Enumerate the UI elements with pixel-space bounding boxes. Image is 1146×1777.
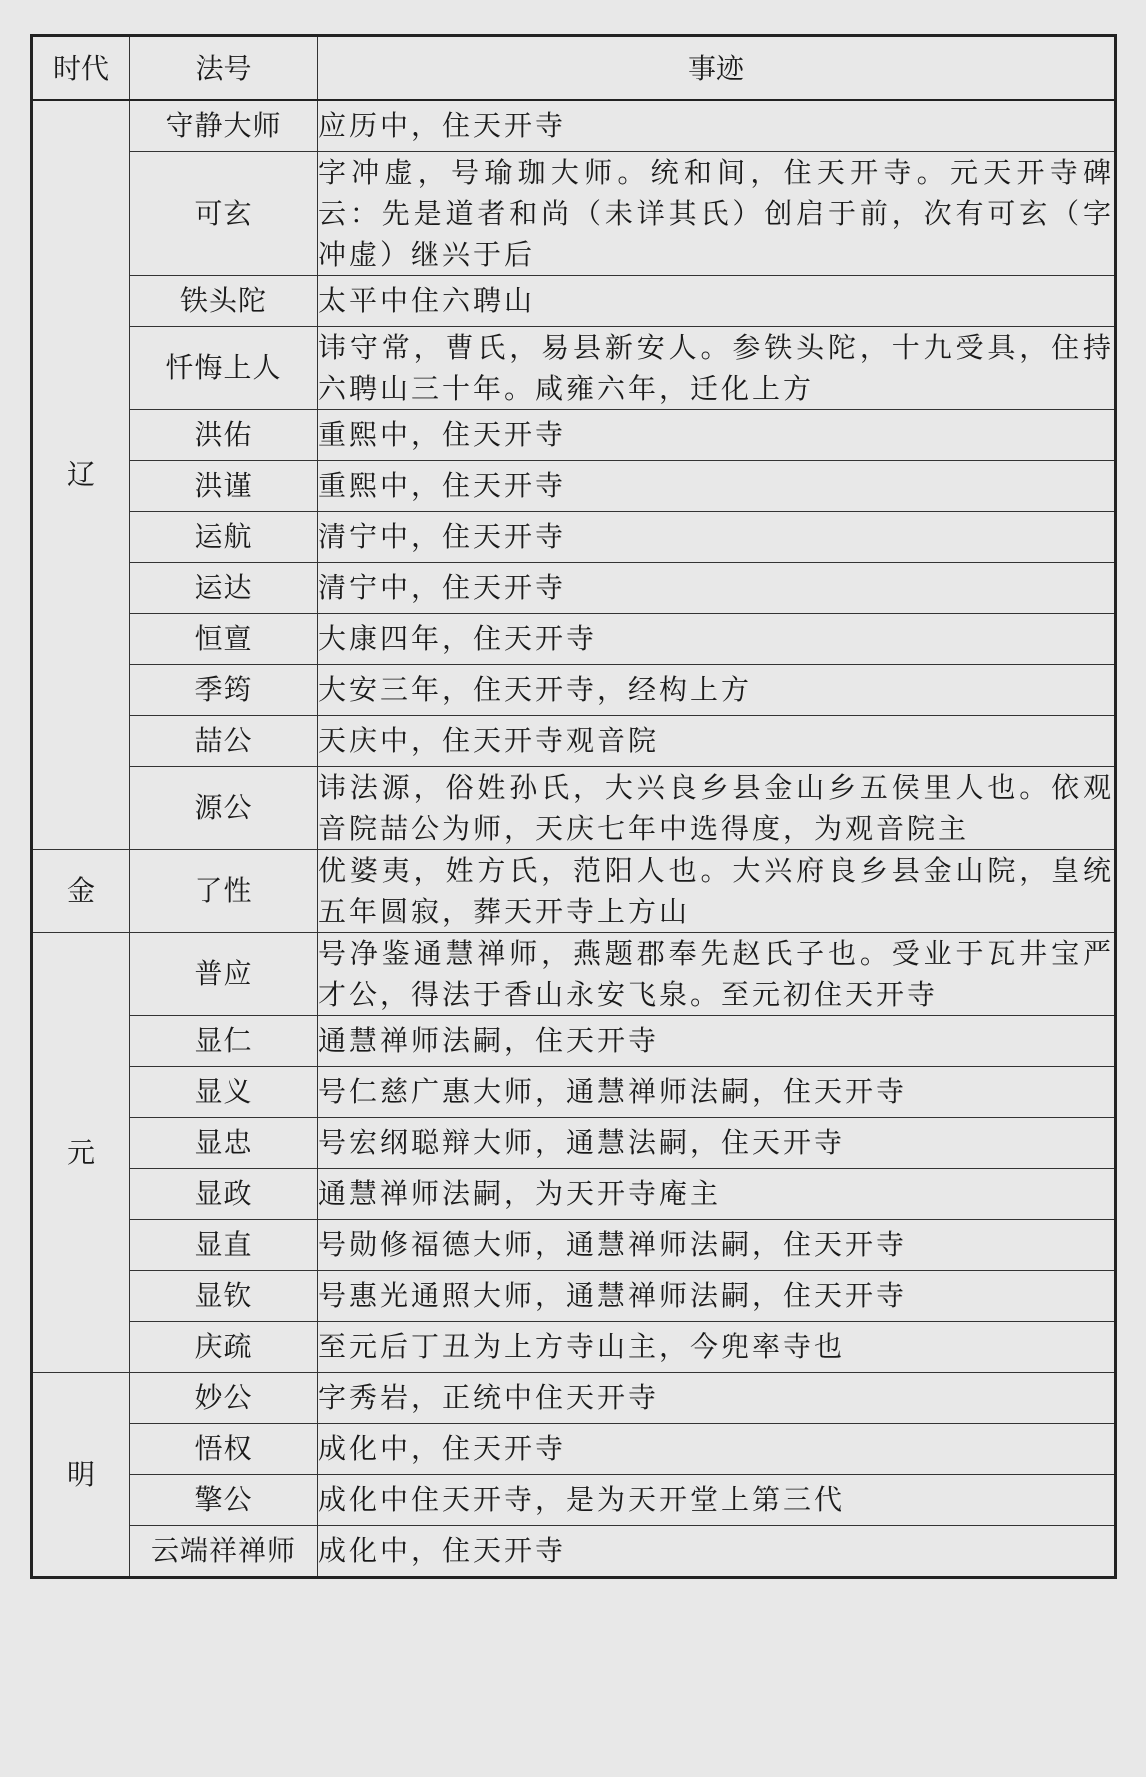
era-cell: 金 bbox=[32, 849, 130, 932]
deeds-cell: 号仁慈广惠大师，通慧禅师法嗣，住天开寺 bbox=[318, 1066, 1116, 1117]
table-row bbox=[32, 409, 1116, 460]
monk-name-cell: 显义 bbox=[130, 1066, 318, 1117]
monk-name-cell: 源公 bbox=[130, 766, 318, 849]
table-row bbox=[32, 1015, 1116, 1066]
table-row bbox=[32, 715, 1116, 766]
deeds-cell: 号净鉴通慧禅师，燕题郡奉先赵氏子也。受业于瓦井宝严才公，得法于香山永安飞泉。至元初住天开寺 bbox=[318, 932, 1116, 1015]
era-cell: 辽 bbox=[32, 100, 130, 849]
deeds-cell: 讳守常，曹氏，易县新安人。参铁头陀，十九受具，住持六聘山三十年。咸雍六年，迁化上方 bbox=[318, 326, 1116, 409]
table-row bbox=[32, 1474, 1116, 1525]
table-row bbox=[32, 562, 1116, 613]
table-row bbox=[32, 151, 1116, 275]
monk-name-cell: 妙公 bbox=[130, 1372, 318, 1423]
monk-name-cell: 运达 bbox=[130, 562, 318, 613]
table-row bbox=[32, 849, 1116, 932]
deeds-cell: 大康四年，住天开寺 bbox=[318, 613, 1116, 664]
deeds-cell: 成化中，住天开寺 bbox=[318, 1423, 1116, 1474]
deeds-cell: 重熙中，住天开寺 bbox=[318, 409, 1116, 460]
monks-table bbox=[30, 34, 1117, 1579]
table-row bbox=[32, 326, 1116, 409]
table-row bbox=[32, 1270, 1116, 1321]
monk-name-cell: 显钦 bbox=[130, 1270, 318, 1321]
deeds-cell: 清宁中，住天开寺 bbox=[318, 511, 1116, 562]
table-row bbox=[32, 1168, 1116, 1219]
monk-name-cell: 洪佑 bbox=[130, 409, 318, 460]
monk-name-cell: 运航 bbox=[130, 511, 318, 562]
monk-name-cell: 喆公 bbox=[130, 715, 318, 766]
monk-name-cell: 显政 bbox=[130, 1168, 318, 1219]
table-row bbox=[32, 511, 1116, 562]
deeds-cell: 通慧禅师法嗣，为天开寺庵主 bbox=[318, 1168, 1116, 1219]
monk-name-cell: 守静大师 bbox=[130, 100, 318, 151]
table-row bbox=[32, 766, 1116, 849]
deeds-cell: 成化中住天开寺，是为天开堂上第三代 bbox=[318, 1474, 1116, 1525]
monk-name-cell: 了性 bbox=[130, 849, 318, 932]
monk-name-cell: 悟权 bbox=[130, 1423, 318, 1474]
header-row bbox=[32, 36, 1116, 101]
era-cell: 元 bbox=[32, 932, 130, 1372]
monk-name-cell: 铁头陀 bbox=[130, 275, 318, 326]
monk-name-cell: 忏悔上人 bbox=[130, 326, 318, 409]
monk-name-cell: 擎公 bbox=[130, 1474, 318, 1525]
monk-name-cell: 显直 bbox=[130, 1219, 318, 1270]
deeds-cell: 字秀岩，正统中住天开寺 bbox=[318, 1372, 1116, 1423]
deeds-cell: 号惠光通照大师，通慧禅师法嗣，住天开寺 bbox=[318, 1270, 1116, 1321]
deeds-cell: 字冲虚，号瑜珈大师。统和间，住天开寺。元天开寺碑云：先是道者和尚（未详其氏）创启于前，次有可玄（字冲虚）继兴于后 bbox=[318, 151, 1116, 275]
monk-name-cell: 季筠 bbox=[130, 664, 318, 715]
monk-name-cell: 恒亶 bbox=[130, 613, 318, 664]
table-row bbox=[32, 1066, 1116, 1117]
table-row bbox=[32, 1219, 1116, 1270]
header-era: 时代 bbox=[32, 36, 130, 101]
deeds-cell: 应历中，住天开寺 bbox=[318, 100, 1116, 151]
table-row bbox=[32, 613, 1116, 664]
header-deeds: 事迹 bbox=[318, 36, 1116, 101]
deeds-cell: 通慧禅师法嗣，住天开寺 bbox=[318, 1015, 1116, 1066]
deeds-cell: 太平中住六聘山 bbox=[318, 275, 1116, 326]
table-body bbox=[32, 100, 1116, 1577]
table-row bbox=[32, 1117, 1116, 1168]
deeds-cell: 至元后丁丑为上方寺山主，今兜率寺也 bbox=[318, 1321, 1116, 1372]
monk-name-cell: 洪谨 bbox=[130, 460, 318, 511]
monk-name-cell: 云端祥禅师 bbox=[130, 1525, 318, 1577]
table-row bbox=[32, 1372, 1116, 1423]
deeds-cell: 号宏纲聪辩大师，通慧法嗣，住天开寺 bbox=[318, 1117, 1116, 1168]
table-row bbox=[32, 275, 1116, 326]
table-row bbox=[32, 932, 1116, 1015]
deeds-cell: 天庆中，住天开寺观音院 bbox=[318, 715, 1116, 766]
table-header bbox=[32, 36, 1116, 101]
monk-name-cell: 显忠 bbox=[130, 1117, 318, 1168]
header-name: 法号 bbox=[130, 36, 318, 101]
deeds-cell: 清宁中，住天开寺 bbox=[318, 562, 1116, 613]
era-cell: 明 bbox=[32, 1372, 130, 1577]
monk-name-cell: 庆疏 bbox=[130, 1321, 318, 1372]
deeds-cell: 号勋修福德大师，通慧禅师法嗣，住天开寺 bbox=[318, 1219, 1116, 1270]
monk-name-cell: 可玄 bbox=[130, 151, 318, 275]
monk-name-cell: 普应 bbox=[130, 932, 318, 1015]
deeds-cell: 重熙中，住天开寺 bbox=[318, 460, 1116, 511]
deeds-cell: 讳法源，俗姓孙氏，大兴良乡县金山乡五侯里人也。依观音院喆公为师，天庆七年中选得度，为观音院主 bbox=[318, 766, 1116, 849]
table-row bbox=[32, 100, 1116, 151]
deeds-cell: 成化中，住天开寺 bbox=[318, 1525, 1116, 1577]
table-row bbox=[32, 1525, 1116, 1577]
table-row bbox=[32, 1321, 1116, 1372]
deeds-cell: 大安三年，住天开寺，经构上方 bbox=[318, 664, 1116, 715]
table-row bbox=[32, 1423, 1116, 1474]
table-row bbox=[32, 664, 1116, 715]
monk-name-cell: 显仁 bbox=[130, 1015, 318, 1066]
deeds-cell: 优婆夷，姓方氏，范阳人也。大兴府良乡县金山院，皇统五年圆寂，葬天开寺上方山 bbox=[318, 849, 1116, 932]
table-row bbox=[32, 460, 1116, 511]
